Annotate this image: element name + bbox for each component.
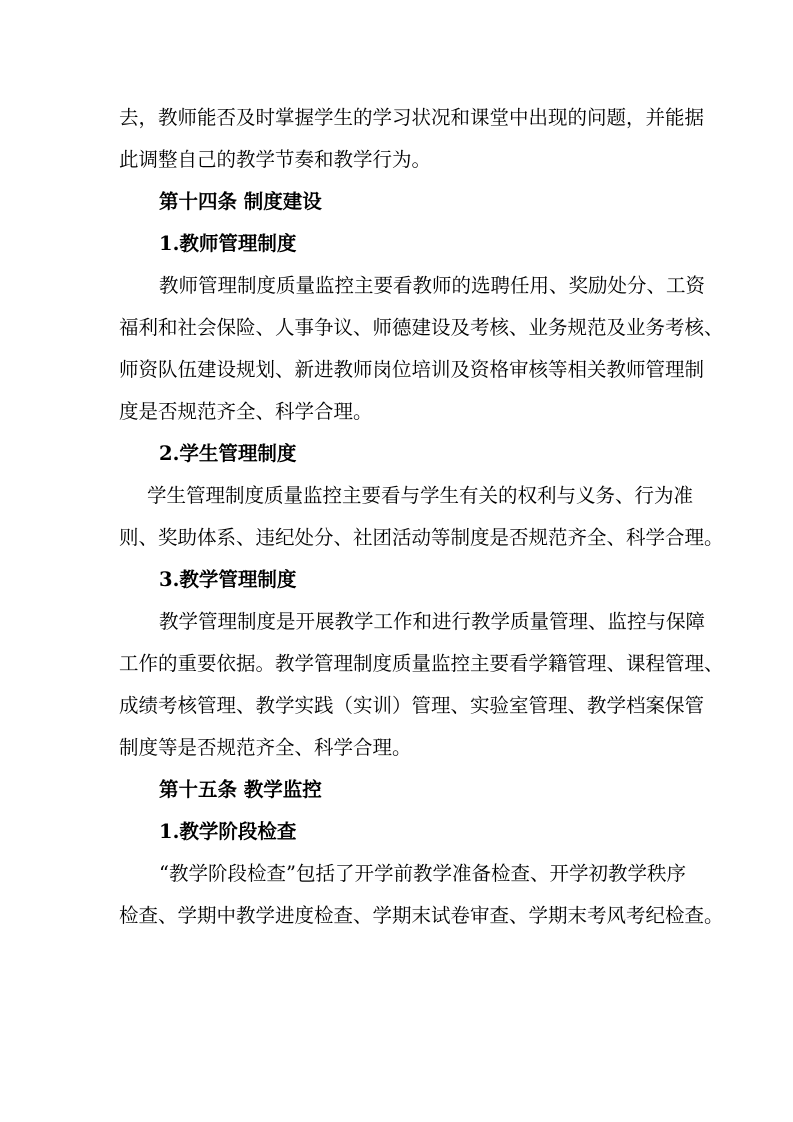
section-heading-student-management: 2.学生管理制度 [159,442,297,465]
paragraph-line: 师资队伍建设规划、新进教师岗位培训及资格审核等相关教师管理制 [119,358,705,381]
article-heading-15: 第十五条 教学监控 [159,778,322,801]
paragraph-line: 此调整自己的教学节奏和教学行为。 [119,148,432,171]
paragraph-line: 教学管理制度是开展教学工作和进行教学质量管理、监控与保障 [159,610,706,633]
section-heading-teacher-management: 1.教师管理制度 [159,232,297,255]
section-heading-teaching-management: 3.教学管理制度 [159,568,297,591]
section-heading-stage-inspection: 1.教学阶段检查 [159,820,297,843]
paragraph-line: 教师管理制度质量监控主要看教师的选聘任用、奖励处分、工资 [159,274,706,297]
paragraph-line: “教学阶段检查”包括了开学前教学准备检查、开学初教学秩序 [159,862,686,885]
paragraph-line: 福利和社会保险、人事争议、师德建设及考核、业务规范及业务考核、 [119,316,724,339]
paragraph-line: 工作的重要依据。教学管理制度质量监控主要看学籍管理、课程管理、 [119,652,724,675]
paragraph-line: 去，教师能否及时掌握学生的学习状况和课堂中出现的问题，并能据 [119,106,705,129]
paragraph-line: 度是否规范齐全、科学合理。 [119,400,373,423]
paragraph-line: 制度等是否规范齐全、科学合理。 [119,736,412,759]
paragraph-line: 成绩考核管理、教学实践（实训）管理、实验室管理、教学档案保管 [119,694,705,717]
paragraph-line: 检查、学期中教学进度检查、学期末试卷审查、学期末考风考纪检查。 [119,904,724,927]
article-heading-14: 第十四条 制度建设 [159,190,322,213]
paragraph-line: 学生管理制度质量监控主要看与学生有关的权利与义务、行为准 [147,484,694,507]
paragraph-line: 则、奖助体系、违纪处分、社团活动等制度是否规范齐全、科学合理。 [119,526,724,549]
